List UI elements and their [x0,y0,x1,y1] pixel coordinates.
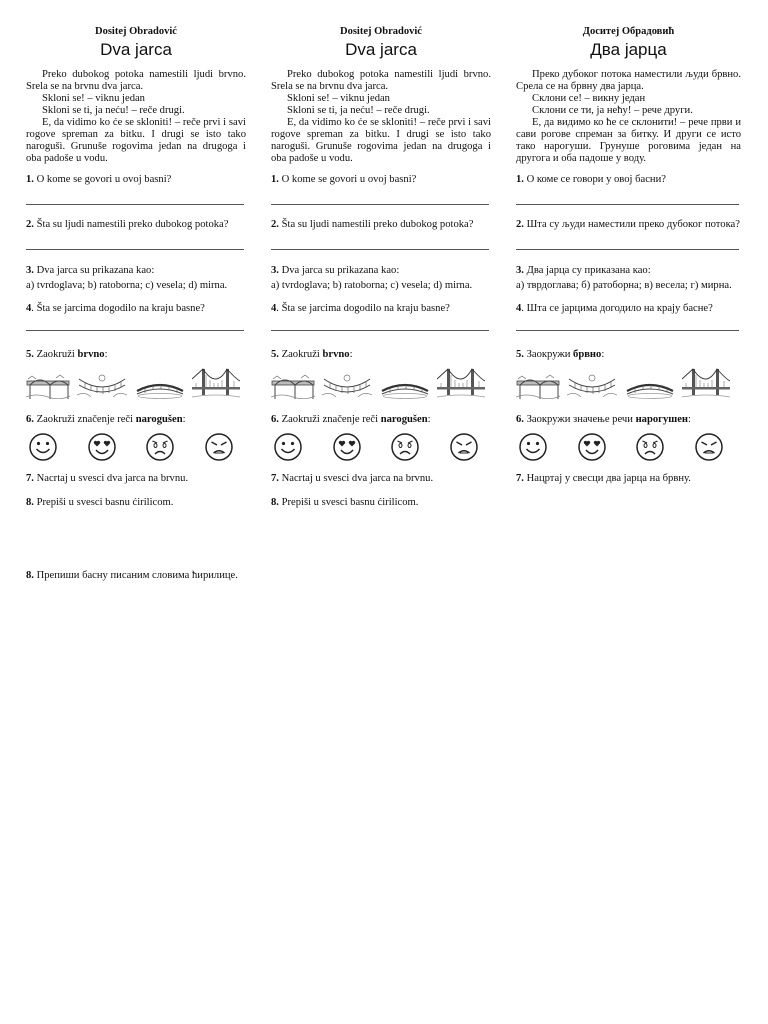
fable-line: Skloni se! – viknu jedan [42,93,145,104]
question-number: 6. [516,414,524,425]
question-number: 4 [26,303,32,314]
worksheet-column-latin-1 [26,26,246,509]
suspension-bridge-icon[interactable] [682,367,730,399]
fable-line: E, da vidimo ko će se skloniti! – reče prvi i savi rogove spreman za bitku. I drugi se isto tako narogušì. Grunuše rogovima jedan na drugoga i oba padoše u vodu. [26,117,246,164]
angry-face-icon[interactable] [449,432,479,462]
question-text: Нацртај у свесци два јарца на брвну. [526,473,691,484]
rope-bridge-icon[interactable] [567,373,617,399]
question-text: Nacrtaj u svesci dva jarca na brvnu. [281,473,434,484]
emotion-faces [516,432,724,462]
question-number: 2. [516,219,524,230]
question-text: Препиши басну писаним словима ћирилице. [36,570,238,581]
answer-line[interactable] [516,315,739,331]
question-number: 8. [26,497,34,508]
question-text: Nacrtaj u svesci dva jarca na brvnu. [36,473,189,484]
question-text: Dva jarca su prikazana kao: [36,265,155,276]
rope-bridge-icon[interactable] [77,373,127,399]
question-number: 1. [26,174,34,185]
question-text: Zaokruži [281,349,323,360]
bridge-pictures [26,367,240,399]
question-text: Šta su ljudi namestili preko dubokog potoka? [281,219,474,230]
fable-line: Склони се! – викну један [532,93,646,104]
question-keyword: нарогушен [635,414,689,425]
answer-line[interactable] [26,186,244,205]
question-number: 5. [516,349,524,360]
question-number: 3. [26,265,34,276]
question-text: Заокружи [526,349,574,360]
question-8 [26,497,246,509]
question-keyword: брвно [573,349,602,360]
fable-line: Skloni se ti, ja neću! – reče drugi. [42,105,185,116]
log-bridge-icon[interactable] [625,377,675,399]
answer-options[interactable]: a) tvrdoglava; b) ratoborna; c) vesela; d) mirna. [26,280,228,291]
stone-arch-bridge-icon[interactable] [271,373,315,399]
answer-line[interactable] [26,315,244,331]
question-2 [26,219,246,250]
author: Dositej Obradović [95,26,177,37]
question-7 [26,473,246,485]
question-text: . Šta se jarcima dogodilo na kraju basne? [276,303,450,314]
question-6: 6. Заокружи значење речи нарогушен: [516,414,741,462]
fable-line: Skloni se! – viknu jedan [287,93,390,104]
question-number: 2. [271,219,279,230]
question-text: O kome se govori u ovoj basni? [36,174,172,185]
worried-face-icon[interactable] [145,432,175,462]
fable-title: Dva jarca [100,40,172,59]
author: Dositej Obradović [340,26,422,37]
fable-text [271,69,491,165]
question-text: Zaokruži [36,349,78,360]
question-5: 5. Заокружи брвно: [516,349,741,399]
answer-line[interactable] [271,186,489,205]
emotion-faces [271,432,479,462]
question-text: . Шта се јарцима догодило на крају басне? [521,303,713,314]
question-text: . Šta se jarcima dogodilo na kraju basne? [31,303,205,314]
fable-title: Dva jarca [345,40,417,59]
answer-options[interactable]: a) tvrdoglava; b) ratoborna; c) vesela; d) mirna. [271,280,473,291]
question-text: Dva jarca su prikazana kao: [281,265,400,276]
question-number: 5. [271,349,279,360]
suspension-bridge-icon[interactable] [192,367,240,399]
question-5: 5. Zaokruži brvno: [26,349,246,399]
author: Доситеј Обрадовић [582,26,675,37]
worksheet-column-cyrillic [516,26,741,485]
answer-options[interactable]: а) тврдоглава; б) ратоборна; в) весела; г) мирна. [516,280,732,291]
answer-line[interactable] [516,231,739,250]
worried-face-icon[interactable] [390,432,420,462]
fable-line: Склони се ти, ја нећу! – рече други. [532,105,693,116]
fable-text [26,69,246,165]
answer-line[interactable] [271,231,489,250]
question-3 [271,265,491,292]
question-text: Два јарца су приказана као: [526,265,651,276]
question-number: 3. [271,265,279,276]
question-6: 6. Zaokruži značenje reči narogušen: [26,414,246,462]
worksheet-column-latin-2 [271,26,491,509]
angry-face-icon[interactable] [204,432,234,462]
question-4 [26,303,246,331]
question-text: Prepiši u svesci basnu ćirilicom. [281,497,419,508]
smiling-face-icon[interactable] [28,432,58,462]
answer-line[interactable] [271,315,489,331]
question-keyword: brvno [322,349,350,360]
emotion-faces [26,432,234,462]
question-5: 5. Zaokruži brvno: [271,349,491,399]
question-2 [271,219,491,250]
log-bridge-icon[interactable] [135,377,185,399]
question-text: Šta su ljudi namestili preko dubokog potoka? [36,219,229,230]
bridge-pictures [516,367,730,399]
fable-line: Преко дубоког потока наместили људи брвно. Срела се на брвну два јарца. [516,69,741,92]
question-number: 1. [516,174,524,185]
suspension-bridge-icon[interactable] [437,367,485,399]
question-number: 4 [516,303,522,314]
question-4 [271,303,491,331]
question-1 [26,174,246,205]
question-number: 3. [516,265,524,276]
question-8-cyrillic [26,570,326,582]
fable-line: E, da vidimo ko će se skloniti! – reče prvi i savi rogove spreman za bitku. I drugi se isto tako narogušì. Grunuše rogovima jedan na drugoga i oba padoše u vodu. [271,117,491,164]
question-7 [516,473,741,485]
question-text: Шта су људи наместили преко дубоког потока? [526,219,740,230]
smiling-face-icon[interactable] [518,432,548,462]
question-7 [271,473,491,485]
heart-eyes-face-icon[interactable] [87,432,117,462]
question-text: O kome se govori u ovoj basni? [281,174,417,185]
question-keyword: brvno [77,349,105,360]
answer-line[interactable] [26,231,244,250]
question-number: 7. [26,473,34,484]
stone-arch-bridge-icon[interactable] [26,373,70,399]
question-text: Prepiši u svesci basnu ćirilicom. [36,497,174,508]
question-1 [271,174,491,205]
question-number: 4 [271,303,277,314]
question-keyword: narogušen [135,414,183,425]
question-text: Заокружи значење речи [526,414,636,425]
fable-line: Preko dubokog potoka namestili ljudi brvno. Srela se na brvnu dva jarca. [271,69,491,92]
question-number: 8. [271,497,279,508]
question-8 [271,497,491,509]
question-number: 8. [26,570,34,581]
rope-bridge-icon[interactable] [322,373,372,399]
fable-title: Два јарца [590,40,667,59]
question-text: Zaokruži značenje reči [281,414,381,425]
question-6: 6. Zaokruži značenje reči narogušen: [271,414,491,462]
smiling-face-icon[interactable] [273,432,303,462]
question-3 [516,265,741,292]
question-number: 1. [271,174,279,185]
fable-line: Skloni se ti, ja neću! – reče drugi. [287,105,430,116]
fable-line: Preko dubokog potoka namestili ljudi brvno. Srela se na brvnu dva jarca. [26,69,246,92]
fable-line: Е, да видимо ко ће се склонити! – рече први и сави рогове спреман за битку. И други се исто тако нарогуши. Грунуше роговима један на другога и оба падоше у воду. [516,117,741,164]
question-keyword: narogušen [380,414,428,425]
question-number: 6. [271,414,279,425]
stone-arch-bridge-icon[interactable] [516,373,560,399]
question-text: О коме се говори у овој басни? [526,174,666,185]
question-1 [516,174,741,205]
heart-eyes-face-icon[interactable] [577,432,607,462]
question-number: 2. [26,219,34,230]
question-text: Zaokruži značenje reči [36,414,136,425]
log-bridge-icon[interactable] [380,377,430,399]
question-3 [26,265,246,292]
question-number: 5. [26,349,34,360]
question-number: 6. [26,414,34,425]
question-number: 7. [271,473,279,484]
heart-eyes-face-icon[interactable] [332,432,362,462]
fable-text [516,69,741,165]
answer-line[interactable] [516,186,739,205]
question-4 [516,303,741,331]
worried-face-icon[interactable] [635,432,665,462]
bridge-pictures [271,367,485,399]
question-2 [516,219,741,250]
angry-face-icon[interactable] [694,432,724,462]
question-number: 7. [516,473,524,484]
